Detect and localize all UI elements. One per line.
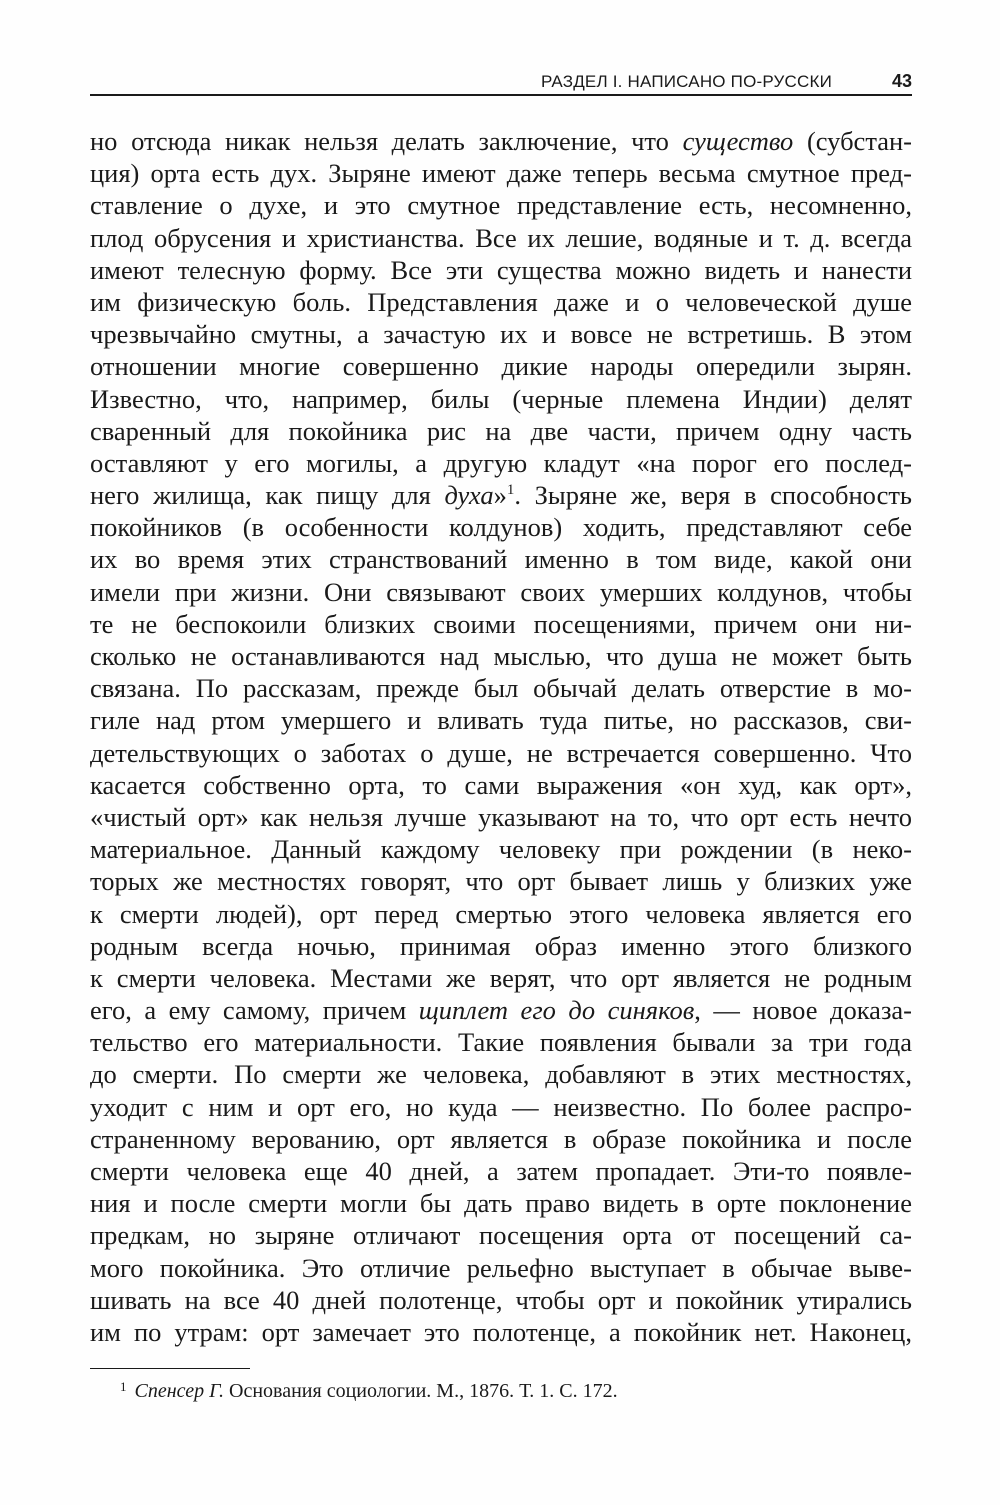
text-line [90,286,912,318]
text-segment: ния и после смерти могли бы дать право видеть в орте поклонение [90,1188,912,1219]
text-line [90,1123,912,1155]
text-line [90,1219,912,1251]
text-line [90,769,912,801]
text-line [90,608,912,640]
text-line [90,1284,912,1316]
emphasized-text: щиплет его до синяков [418,995,695,1026]
text-segment: гиле над ртом умершего и вливать туда питье, но рассказов, сви- [90,705,913,736]
text-segment: предкам, но зыряне отличают посещения орта от посещений са- [90,1220,912,1251]
text-segment: плод обрусения и христианства. Все их лешие, водяные и т. д. всегда [90,222,912,253]
text-segment: детельствующих о заботах о душе, не встречается совершенно. Что [90,737,912,768]
text-segment: оставляют у его могилы, а другую кладут «на порог его послед- [90,447,912,478]
text-segment: покойников (в особенности колдунов) ходить, представляют себе [90,512,912,543]
text-segment: связана. По рассказам, прежде был обычай делать отверстие в мо- [90,673,912,704]
text-line [90,672,912,704]
text-line [90,930,912,962]
text-segment: (субстан- [793,126,912,156]
text-segment: мого покойника. Это отличие рельефно выступает в обычае выве- [90,1252,912,1283]
text-line [90,962,912,994]
text-line [90,350,912,382]
text-line [90,833,912,865]
text-line [90,1155,912,1187]
text-segment: смерти человека еще 40 дней, а затем пропадает. Эти-то появле- [90,1156,912,1186]
text-line [90,801,912,833]
footnote-text: Основания социологии. М., 1876. Т. 1. С. 172. [224,1380,618,1402]
text-segment: торых же местностях говорят, что орт бывает лишь у близких уже [90,866,912,897]
text-line [90,157,912,189]
text-line [90,125,912,157]
text-line [90,254,912,286]
text-segment: ставление о духе, и это смутное представление есть, несомненно, [90,190,912,221]
footnote-divider [90,1368,250,1369]
text-line [90,1252,912,1284]
page-header [90,66,912,96]
text-segment: уходит с ним и орт его, но куда — неизвестно. По более распро- [90,1091,912,1122]
text-line [90,737,912,769]
text-segment: его, а ему самому, причем [90,995,419,1026]
text-segment: шивать на все 40 дней полотенце, чтобы орт и покойник утирались [90,1284,912,1315]
page-number: 43 [891,71,912,91]
text-segment: материальное. Данный каждому человеку при рождении (в неко- [90,834,912,865]
text-line [90,865,912,897]
text-line [90,704,912,736]
text-segment: им по утрам: орт замечает это полотенце, а покойник нет. Наконец, [90,1316,912,1347]
text-segment: Известно, что, например, билы (черные племена Индии) делят [90,383,912,414]
running-head: РАЗДЕЛ I. НАПИСАНО ПО-РУССКИ [541,72,832,91]
text-segment: до смерти. По смерти же человека, добавляют в этих местностях, [90,1059,912,1090]
text-line [90,1316,912,1348]
text-segment: чрезвычайно смутны, а зачастую их и вовсе не встретишь. В этом [90,319,912,350]
text-line [90,318,912,350]
text-segment: им физическую боль. Представления даже и о человеческой душе [90,286,912,317]
text-line [90,994,912,1026]
footnote-mark: 1 [120,1379,127,1394]
text-line [90,898,912,930]
text-segment: их во время этих странствований именно в том виде, какой они [90,544,912,575]
text-segment: родным всегда ночью, принимая образ именно этого близкого [90,930,912,961]
text-segment: «чистый орт» как нельзя лучше указывают на то, что орт есть нечто [90,801,912,832]
text-line [90,1187,912,1219]
text-segment: тельство его материальности. Такие появления бывали за три года [90,1027,912,1058]
text-line [90,479,912,511]
emphasized-text: существо [682,126,794,156]
footnote-author: Спенсер Г. [134,1380,225,1402]
text-line [90,222,912,254]
text-line [90,189,912,221]
text-line [90,1026,912,1058]
text-segment: него жилища, как пищу для [90,480,445,511]
text-segment: но отсюда никак нельзя делать заключение, что [90,126,683,156]
text-segment: . Зыряне же, веря в способность [514,480,913,511]
text-line [90,447,912,479]
text-line [90,511,912,543]
main-text [90,125,912,1348]
text-line [90,576,912,608]
text-segment: ция) орта есть дух. Зыряне имеют даже теперь весьма смутное пред- [90,158,912,189]
text-line [90,383,912,415]
text-line [90,543,912,575]
text-segment: » [493,480,507,511]
text-segment: имеют телесную форму. Все эти существа можно видеть и нанести [90,254,912,285]
text-segment: страненному верованию, орт является в образе покойника и после [90,1123,912,1154]
text-segment: , — новое доказа- [694,995,912,1026]
text-segment: имели при жизни. Они связывают своих умерших колдунов, чтобы [90,576,912,607]
text-line [90,1058,912,1090]
text-segment: сваренный для покойника рис на две части, причем одну часть [90,415,912,446]
text-line [90,415,912,447]
emphasized-text: духа [444,480,494,511]
text-segment: к смерти человека. Местами же верят, что орт является не родным [90,962,912,993]
text-segment: те не беспокоили близких своими посещениями, причем они ни- [90,608,912,639]
text-segment: касается собственно орта, то сами выражения «он худ, как орт», [90,769,912,800]
text-line [90,1091,912,1123]
footnote-reference: 1 [506,482,515,499]
text-segment: к смерти людей), орт перед смертью этого человека является его [90,898,912,929]
text-segment: сколько не останавливаются над мыслью, что душа не может быть [90,641,912,671]
text-segment: отношении многие совершенно дикие народы опередили зырян. [90,351,912,382]
text-line [90,640,912,672]
footnote [120,1379,618,1403]
